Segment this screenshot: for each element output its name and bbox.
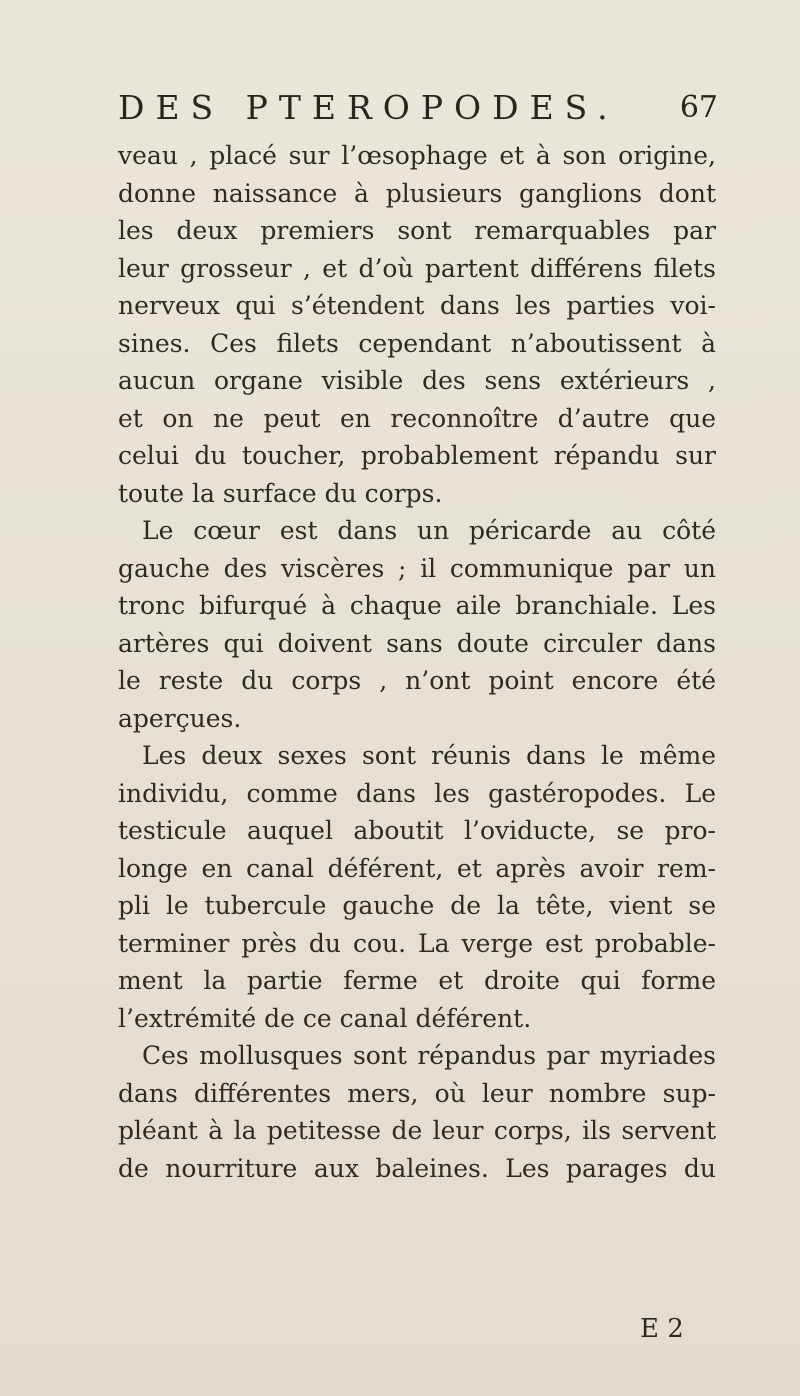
- body-text: [118, 137, 716, 1187]
- text-line: individu, comme dans les gastéropodes. Le: [118, 778, 716, 808]
- text-line: aucun organe visible des sens extérieurs ,: [118, 366, 716, 395]
- text-line: testicule auquel aboutit l’oviducte, se pro-: [118, 816, 716, 845]
- text-line: de nourriture aux baleines. Les parages du: [118, 1153, 716, 1183]
- text-line: tronc bifurqué à chaque aile branchiale. Les: [118, 591, 716, 620]
- text-line: leur grosseur , et d’où partent différens filets: [118, 253, 716, 283]
- text-line: artères qui doivent sans doute circuler dans: [118, 628, 716, 658]
- text-line: toute la surface du corps.: [118, 478, 443, 508]
- page-header: [118, 78, 718, 138]
- text-line: le reste du corps , n’ont point encore été: [118, 666, 716, 695]
- running-title: DES PTEROPODES.: [118, 88, 619, 127]
- text-line: ment la partie ferme et droite qui forme: [118, 966, 716, 995]
- page-number: 67: [679, 90, 718, 125]
- text-line: pléant à la petitesse de leur corps, ils servent: [118, 1116, 716, 1145]
- text-line: gauche des viscères ; il communique par un: [118, 553, 716, 583]
- text-line: celui du toucher, probablement répandu sur: [118, 441, 716, 470]
- text-line: donne naissance à plusieurs ganglions dont: [118, 178, 716, 208]
- text-line: sines. Ces filets cependant n’aboutissent à: [118, 328, 716, 358]
- text-line: veau , placé sur l’œsophage et à son origine,: [118, 141, 716, 170]
- text-line: longe en canal déférent, et après avoir rem-: [118, 853, 716, 883]
- text-line: et on ne peut en reconnoître d’autre que: [118, 403, 716, 433]
- signature-mark: E 2: [640, 1314, 684, 1344]
- text-line: aperçues.: [118, 703, 242, 733]
- text-line: nerveux qui s’étendent dans les parties voi-: [118, 291, 716, 320]
- paragraph-start-line: Le cœur est dans un péricarde au côté: [142, 516, 716, 545]
- text-line: terminer près du cou. La verge est probable-: [118, 928, 716, 958]
- paragraph-start-line: Ces mollusques sont répandus par myriades: [142, 1041, 716, 1070]
- text-line: les deux premiers sont remarquables par: [118, 216, 716, 245]
- text-line: l’extrémité de ce canal déférent.: [118, 1003, 532, 1033]
- text-line: pli le tubercule gauche de la tête, vient se: [118, 891, 716, 920]
- text-line: dans différentes mers, où leur nombre sup-: [118, 1078, 716, 1108]
- paragraph-start-line: Les deux sexes sont réunis dans le même: [142, 741, 716, 770]
